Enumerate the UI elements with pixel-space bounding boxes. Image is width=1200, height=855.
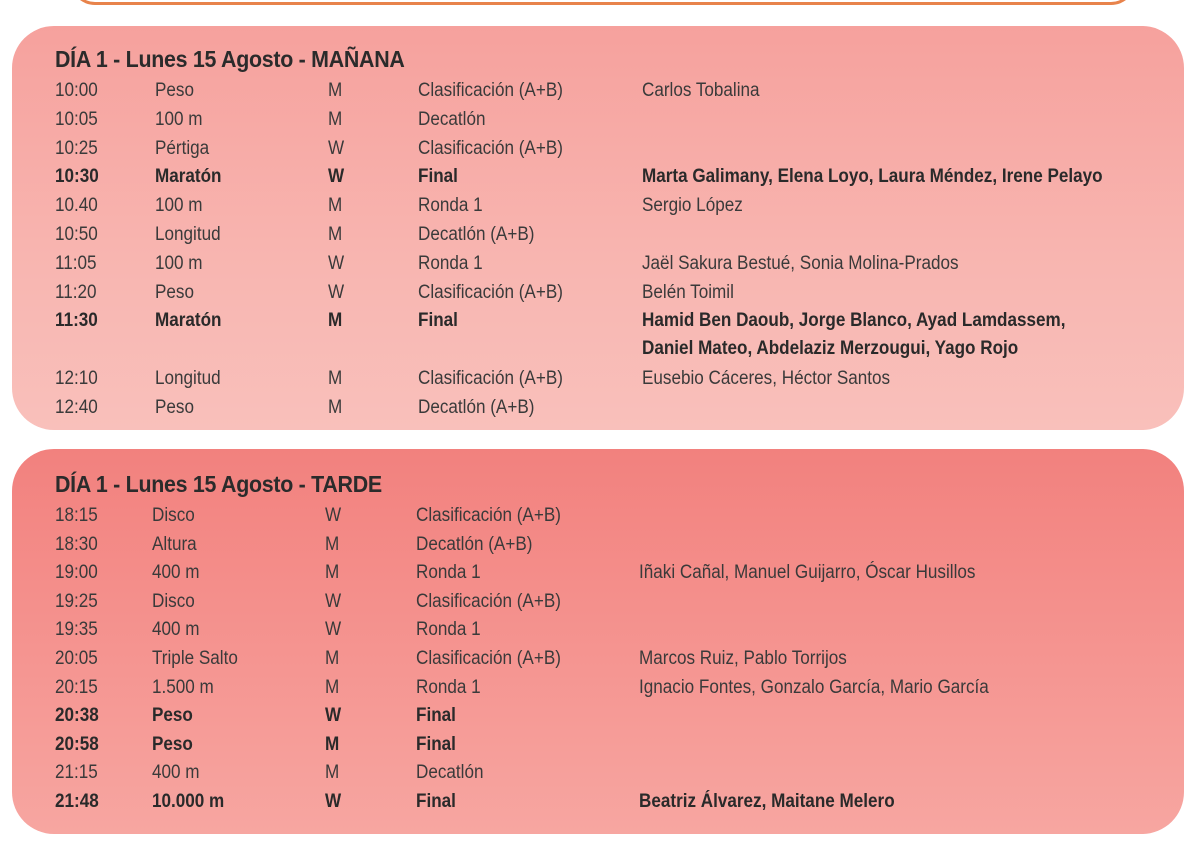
round-cell: Clasificación (A+B) (418, 368, 563, 389)
schedule-row (12, 192, 1184, 220)
athlete-names-line: Ignacio Fontes, Gonzalo García, Mario García (639, 676, 989, 698)
gender-cell: M (328, 195, 343, 217)
top-decorative-panel (70, 0, 1136, 5)
event-cell: 400 m (152, 562, 200, 584)
schedule-row (12, 759, 1184, 787)
athlete-names-line: Daniel Mateo, Abdelaziz Merzougui, Yago Rojo (642, 338, 1019, 360)
athlete-names-line: Marcos Ruiz, Pablo Torrijos (639, 648, 847, 669)
time-cell: 19:00 (55, 562, 98, 584)
event-cell: 1.500 m (152, 676, 214, 698)
gender-cell: M (325, 676, 340, 698)
gender-cell: W (325, 590, 342, 612)
athletes-cell (639, 559, 975, 587)
gender-cell: W (325, 619, 342, 641)
schedule-row (12, 559, 1184, 587)
schedule-row (12, 645, 1184, 673)
gender-cell: M (325, 562, 340, 584)
athletes-cell (642, 163, 1103, 191)
round-cell: Clasificación (A+B) (416, 505, 561, 526)
time-cell: 11:30 (55, 310, 98, 332)
athlete-names-line: Beatriz Álvarez, Maitane Melero (639, 791, 895, 812)
time-cell: 10:50 (55, 224, 98, 245)
time-cell: 20:58 (55, 733, 99, 755)
round-cell: Decatlón (418, 108, 486, 130)
schedule-row (12, 588, 1184, 616)
athlete-names-line: Hamid Ben Daoub, Jorge Blanco, Ayad Lamdassem, (642, 310, 1066, 332)
gender-cell: W (328, 137, 345, 159)
athletes-cell (642, 279, 734, 307)
time-cell: 10.40 (55, 195, 98, 217)
time-cell: 20:15 (55, 676, 98, 698)
round-cell: Final (416, 733, 456, 755)
gender-cell: M (325, 762, 340, 784)
time-cell: 10:30 (55, 166, 99, 188)
event-cell: Maratón (155, 166, 222, 188)
round-cell: Clasificación (A+B) (418, 80, 563, 101)
gender-cell: M (325, 733, 340, 755)
schedule-row (12, 106, 1184, 134)
schedule-row (12, 674, 1184, 702)
schedule-row (12, 250, 1184, 278)
event-cell: Triple Salto (152, 648, 238, 669)
athletes-cell (642, 250, 959, 278)
afternoon-session-title: DÍA 1 - Lunes 15 Agosto - TARDE (55, 471, 382, 497)
time-cell: 10:25 (55, 137, 98, 159)
athlete-names-line: Marta Galimany, Elena Loyo, Laura Méndez, Irene Pelayo (642, 166, 1103, 188)
schedule-row (12, 135, 1184, 163)
round-cell: Final (418, 166, 458, 188)
round-cell: Decatlón (A+B) (416, 533, 533, 555)
athletes-cell (642, 77, 760, 105)
afternoon-session-panel (12, 449, 1184, 834)
gender-cell: W (328, 166, 345, 188)
round-cell: Final (416, 705, 456, 727)
athletes-cell (639, 674, 989, 702)
gender-cell: W (328, 252, 345, 274)
time-cell: 20:05 (55, 648, 98, 669)
schedule-row (12, 77, 1184, 105)
schedule-row (12, 163, 1184, 191)
athlete-names-line: Jaël Sakura Bestué, Sonia Molina-Prados (642, 252, 959, 274)
gender-cell: M (328, 224, 343, 245)
athlete-names-line: Sergio López (642, 195, 743, 217)
time-cell: 18:15 (55, 505, 98, 526)
event-cell: 100 m (155, 252, 203, 274)
schedule-row (12, 616, 1184, 644)
round-cell: Clasificación (A+B) (418, 281, 563, 303)
athletes-cell (639, 788, 895, 816)
schedule-row (12, 731, 1184, 759)
athletes-cell (642, 307, 1065, 363)
round-cell: Clasificación (A+B) (416, 590, 561, 612)
round-cell: Ronda 1 (416, 562, 481, 584)
athlete-names-line: Carlos Tobalina (642, 80, 760, 101)
round-cell: Decatlón (A+B) (418, 224, 535, 245)
round-cell: Final (418, 310, 458, 332)
event-cell: 100 m (155, 108, 203, 130)
gender-cell: W (325, 505, 342, 526)
round-cell: Ronda 1 (416, 676, 481, 698)
athletes-cell (642, 365, 890, 393)
round-cell: Decatlón (416, 762, 484, 784)
round-cell: Ronda 1 (418, 252, 483, 274)
time-cell: 10:05 (55, 108, 98, 130)
athlete-names-line: Eusebio Cáceres, Héctor Santos (642, 368, 891, 389)
event-cell: Longitud (155, 368, 221, 389)
event-cell: Peso (152, 705, 193, 727)
round-cell: Final (416, 791, 456, 812)
event-cell: Peso (155, 80, 194, 101)
time-cell: 12:40 (55, 396, 98, 418)
schedule-row (12, 531, 1184, 559)
morning-session-title: DÍA 1 - Lunes 15 Agosto - MAÑANA (55, 46, 405, 72)
event-cell: Longitud (155, 224, 221, 245)
event-cell: Peso (152, 733, 193, 755)
gender-cell: M (325, 648, 340, 669)
gender-cell: M (328, 80, 343, 101)
schedule-row (12, 788, 1184, 816)
schedule-row (12, 702, 1184, 730)
round-cell: Clasificación (A+B) (416, 648, 561, 669)
gender-cell: W (325, 705, 342, 727)
event-cell: Disco (152, 590, 195, 612)
time-cell: 21:15 (55, 762, 98, 784)
time-cell: 11:20 (55, 281, 97, 303)
schedule-row (12, 307, 1184, 360)
time-cell: 19:35 (55, 619, 98, 641)
gender-cell: M (328, 368, 343, 389)
gender-cell: M (328, 310, 343, 332)
athlete-names-line: Iñaki Cañal, Manuel Guijarro, Óscar Husillos (639, 562, 976, 584)
schedule-row (12, 365, 1184, 393)
round-cell: Clasificación (A+B) (418, 137, 563, 159)
event-cell: Peso (155, 281, 194, 303)
round-cell: Decatlón (A+B) (418, 396, 535, 418)
event-cell: 400 m (152, 619, 200, 641)
time-cell: 21:48 (55, 791, 99, 812)
gender-cell: M (325, 533, 340, 555)
athletes-cell (642, 192, 743, 220)
event-cell: Pértiga (155, 137, 210, 159)
schedule-row (12, 279, 1184, 307)
time-cell: 10:00 (55, 80, 98, 101)
round-cell: Ronda 1 (416, 619, 481, 641)
event-cell: Maratón (155, 310, 222, 332)
gender-cell: M (328, 396, 343, 418)
event-cell: Altura (152, 533, 197, 555)
time-cell: 12:10 (55, 368, 98, 389)
athletes-cell (639, 645, 847, 673)
event-cell: 10.000 m (152, 791, 225, 812)
schedule-row (12, 394, 1184, 422)
event-cell: Peso (155, 396, 194, 418)
gender-cell: W (325, 791, 342, 812)
round-cell: Ronda 1 (418, 195, 483, 217)
time-cell: 20:38 (55, 705, 99, 727)
time-cell: 18:30 (55, 533, 98, 555)
event-cell: 400 m (152, 762, 200, 784)
gender-cell: W (328, 281, 345, 303)
time-cell: 19:25 (55, 590, 98, 612)
schedule-row (12, 502, 1184, 530)
schedule-row (12, 221, 1184, 249)
gender-cell: M (328, 108, 343, 130)
athlete-names-line: Belén Toimil (642, 281, 734, 303)
time-cell: 11:05 (55, 252, 97, 274)
event-cell: Disco (152, 505, 195, 526)
morning-session-panel (12, 26, 1184, 430)
event-cell: 100 m (155, 195, 203, 217)
